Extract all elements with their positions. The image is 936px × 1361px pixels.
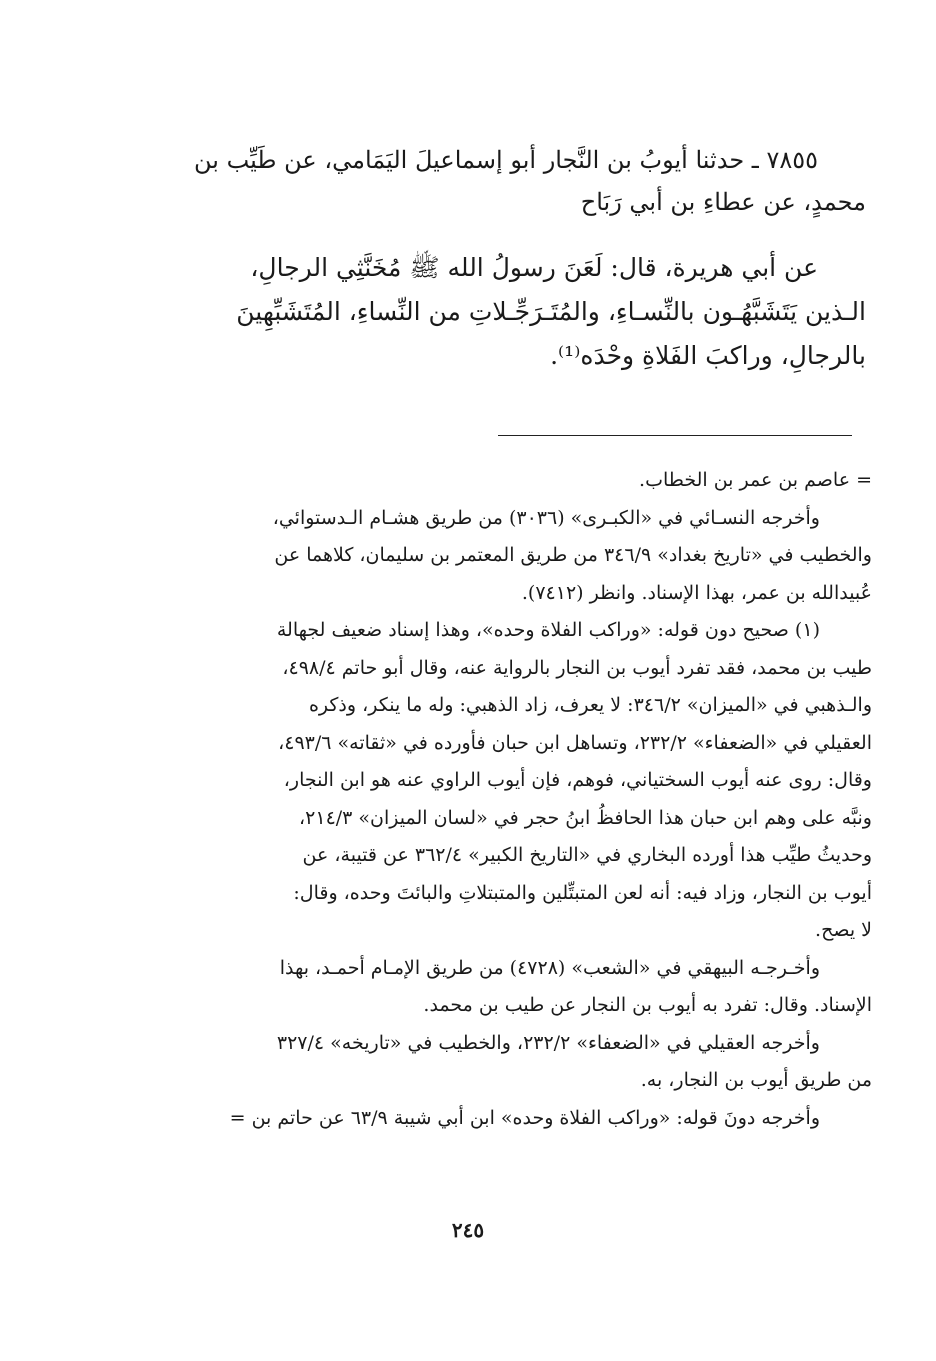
footnote-line: وقال: روى عنه أيوب السختياني، فوهم، فإن أيوب الراوي عنه هو ابن النجار، (283, 769, 872, 791)
matn-line: بالرجالِ، وراكبَ الفَلاةِ وحْدَه⁽¹⁾. (550, 341, 866, 370)
footnote-line: وأخرجه النسـائي في «الكبـرى» (٣٠٣٦) من طريق هشـام الـدستوائي، (272, 506, 820, 529)
footnote-line: وأخرجه دونَ قوله: «وراكب الفلاة وحده» ابن أبي شيبة ٦٣/٩ عن حاتم بن = (229, 1106, 820, 1129)
footnote-line: وأخـرجـه البيهقي في «الشعب» (٤٧٢٨) من طريق الإمـام أحمـد، بهذا (279, 956, 820, 979)
footnote-line: طيب بن محمد، فقد تفرد أيوب بن النجار بالرواية عنه، وقال أبو حاتم ٤٩٨/٤، (282, 656, 872, 679)
footnote-line: ونبَّه على وهم ابن حبان هذا الحافظُ ابنُ حجر في «لسان الميزان» ٢١٤/٣، (299, 806, 872, 829)
footnote-line: عُبيدالله بن عمر، بهذا الإسناد. وانظر (٧٤١٢). (521, 581, 872, 604)
footnote-line: العقيلي في «الضعفاء» ٢٣٢/٢، وتساهل ابن حبان فأورده في «ثقاته» ٤٩٣/٦، (278, 731, 872, 754)
footnote-line: (١) صحيح دون قوله: «وراكب الفلاة وحده»، وهذا إسناد ضعيف لجهالة (276, 619, 820, 641)
isnad-line: محمدٍ، عن عطاءِ بن أبي رَبَاح (580, 188, 866, 216)
footnote-line: = عاصم بن عمر بن الخطاب. (639, 469, 872, 491)
matn-line: عن أبي هريرة، قال: لَعَنَ رسولُ الله ﷺ مُخَنَّثِي الرجالِ، (250, 253, 818, 282)
hadith-matn (150, 246, 866, 378)
footnote-line: والخطيب في «تاريخ بغداد» ٣٤٦/٩ من طريق المعتمر بن سليمان، كلاهما عن (274, 544, 872, 566)
footnote-line: أيوب بن النجار، وزاد فيه: أنه لعن المتبتِّلين والمتبتلاتِ والبائتَ وحده، وقال: (293, 881, 872, 904)
footnote-line: وأخرجه العقيلي في «الضعفاء» ٢٣٢/٢، والخطيب في «تاريخه» ٣٢٧/٤ (276, 1031, 820, 1054)
page-number: ٢٤٥ (451, 1218, 485, 1242)
footnote-line: والـذهبي في «الميزان» ٣٤٦/٢: لا يعرف، زاد الذهبي: وله ما ينكر، وذكره (308, 694, 872, 716)
footnotes (150, 462, 872, 1137)
footnote-line: لا يصح. (815, 919, 872, 941)
footnote-line: وحديثُ طيِّب هذا أورده البخاري في «التاريخ الكبير» ٣٦٢/٤ عن قتيبة، عن (302, 844, 872, 866)
footnote-line: من طريق أيوب بن النجار، به. (640, 1069, 872, 1091)
matn-line: الـذين يَتَشَبَّهُـون بالنِّسـاءِ، والمُتَـرَجِّـلاتِ من النِّساءِ، المُتَشَبِّهِينَ (236, 297, 866, 326)
footnote-line: الإسناد. وقال: تفرد به أيوب بن النجار عن طيب بن محمد. (423, 994, 872, 1016)
hadith-isnad (150, 140, 866, 224)
isnad-line: ٧٨٥٥ ـ حدثنا أيوبُ بن النَّجار أبو إسماعيلَ اليَمَامي، عن طَيِّب بن (194, 146, 818, 174)
footnote-separator (498, 435, 852, 436)
